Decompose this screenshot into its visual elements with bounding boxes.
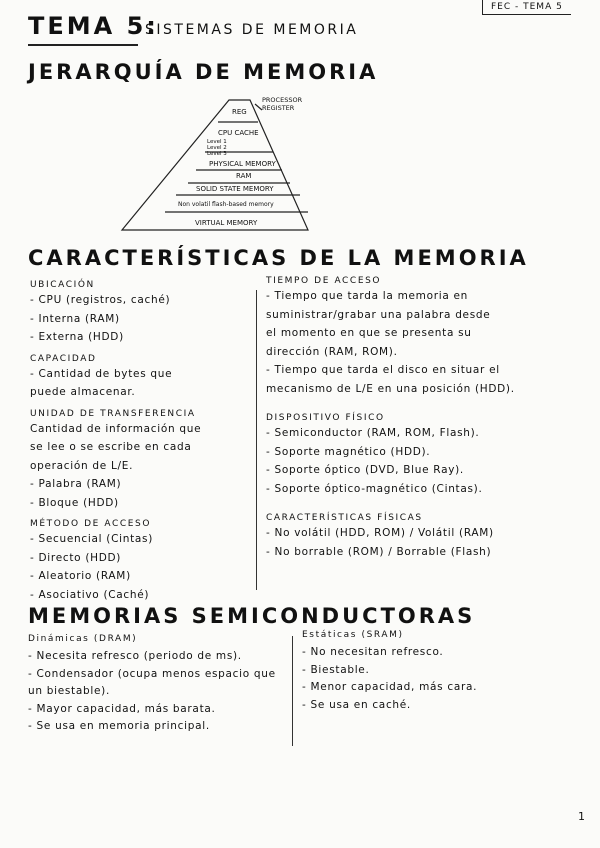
- caracteristicas-left-line: - Asociativo (Caché): [30, 588, 150, 601]
- caracteristicas-right-heading: DISPOSITIVO FÍSICO: [266, 413, 385, 423]
- pyramid-level-2: Level 2: [207, 145, 227, 151]
- caracteristicas-left-line: - Directo (HDD): [30, 551, 122, 564]
- semi-column-divider: [292, 636, 293, 746]
- caracteristicas-right-line: - Soporte óptico (DVD, Blue Ray).: [266, 464, 464, 476]
- caracteristicas-left-line: puede almacenar.: [30, 386, 136, 398]
- caracteristicas-left-line: se lee o se escribe en cada: [30, 441, 192, 453]
- caracteristicas-left-heading: MÉTODO DE ACCESO: [30, 519, 152, 529]
- page-subtitle: SISTEMAS DE MEMORIA: [145, 22, 359, 38]
- column-divider: [256, 290, 257, 590]
- title-underline: [28, 44, 138, 46]
- caracteristicas-left-line: operación de L/E.: [30, 459, 134, 472]
- caracteristicas-left-heading: CAPACIDAD: [30, 353, 97, 364]
- pyramid-level-solid-state: SOLID STATE MEMORY: [196, 185, 274, 193]
- caracteristicas-left-line: - CPU (registros, caché): [30, 294, 171, 306]
- caracteristicas-left-line: - Aleatorio (RAM): [30, 570, 131, 582]
- caracteristicas-right-heading: CARACTERÍSTICAS FÍSICAS: [266, 513, 423, 523]
- section-title-jerarquia: JERARQUÍA DE MEMORIA: [28, 60, 379, 84]
- caracteristicas-right-line: suministrar/grabar una palabra desde: [266, 308, 491, 321]
- caracteristicas-left-line: - Externa (HDD): [30, 331, 124, 343]
- dinamicas-line: - Se usa en memoria principal.: [28, 720, 210, 732]
- pyramid-level-reg: REG: [232, 108, 247, 116]
- caracteristicas-right-line: dirección (RAM, ROM).: [266, 345, 398, 358]
- estaticas-line: - Se usa en caché.: [302, 698, 411, 711]
- pyramid-level-ram: RAM: [236, 172, 252, 180]
- section-title-caracteristicas: CARACTERÍSTICAS DE LA MEMORIA: [28, 246, 529, 270]
- pyramid-level-virtual-memory: VIRTUAL MEMORY: [195, 219, 258, 227]
- page-number: 1: [578, 810, 585, 823]
- dinamicas-line: - Condensador (ocupa menos espacio que: [28, 667, 276, 680]
- caracteristicas-right-heading: TIEMPO DE ACCESO: [266, 276, 382, 286]
- pyramid-level-flash: Non volatil flash-based memory: [178, 201, 274, 208]
- caracteristicas-right-line: - Tiempo que tarda la memoria en: [266, 290, 469, 302]
- header-tag: FEC - TEMA 5: [482, 0, 571, 15]
- caracteristicas-left-line: - Interna (RAM): [30, 312, 120, 325]
- section-title-semiconductoras: MEMORIAS SEMICONDUCTORAS: [28, 604, 476, 628]
- dinamicas-line: - Necesita refresco (periodo de ms).: [28, 650, 242, 662]
- caracteristicas-right-line: - No borrable (ROM) / Borrable (Flash): [266, 545, 492, 558]
- caracteristicas-left-line: - Secuencial (Cintas): [30, 533, 153, 545]
- caracteristicas-right-line: - Tiempo que tarda el disco en situar el: [266, 364, 500, 376]
- caracteristicas-left-heading: UNIDAD DE TRANSFERENCIA: [30, 408, 196, 419]
- estaticas-heading: Estáticas (SRAM): [302, 630, 404, 640]
- caracteristicas-right-line: - No volátil (HDD, ROM) / Volátil (RAM): [266, 527, 494, 539]
- caracteristicas-left-line: - Palabra (RAM): [30, 478, 122, 490]
- page-title: TEMA 5:: [28, 12, 159, 40]
- caracteristicas-left-line: - Cantidad de bytes que: [30, 367, 173, 380]
- pyramid-level-3: Level 3: [207, 151, 227, 157]
- pyramid-side-label: PROCESSOR: [262, 96, 303, 104]
- caracteristicas-right-line: - Soporte óptico-magnético (Cintas).: [266, 482, 483, 495]
- estaticas-line: - Biestable.: [302, 663, 370, 676]
- estaticas-line: - Menor capacidad, más cara.: [302, 681, 478, 693]
- pyramid-level-cpu-cache: CPU CACHE: [218, 129, 259, 137]
- pyramid-level-physical-memory: PHYSICAL MEMORY: [209, 160, 276, 168]
- caracteristicas-right-line: - Soporte magnético (HDD).: [266, 445, 431, 458]
- pyramid-side-label-2: REGISTER: [262, 104, 295, 112]
- estaticas-line: - No necesitan refresco.: [302, 646, 444, 658]
- caracteristicas-left-heading: UBICACIÓN: [30, 280, 95, 290]
- caracteristicas-left-line: - Bloque (HDD): [30, 496, 119, 509]
- caracteristicas-right-line: el momento en que se presenta su: [266, 327, 472, 339]
- pyramid-level-1: Level 1: [207, 139, 227, 145]
- caracteristicas-left-line: Cantidad de información que: [30, 422, 202, 435]
- dinamicas-heading: Dinámicas (DRAM): [28, 634, 138, 644]
- caracteristicas-right-line: - Semiconductor (RAM, ROM, Flash).: [266, 427, 480, 439]
- dinamicas-line: un biestable).: [28, 685, 110, 697]
- caracteristicas-right-line: mecanismo de L/E en una posición (HDD).: [266, 382, 515, 395]
- dinamicas-line: - Mayor capacidad, más barata.: [28, 702, 216, 715]
